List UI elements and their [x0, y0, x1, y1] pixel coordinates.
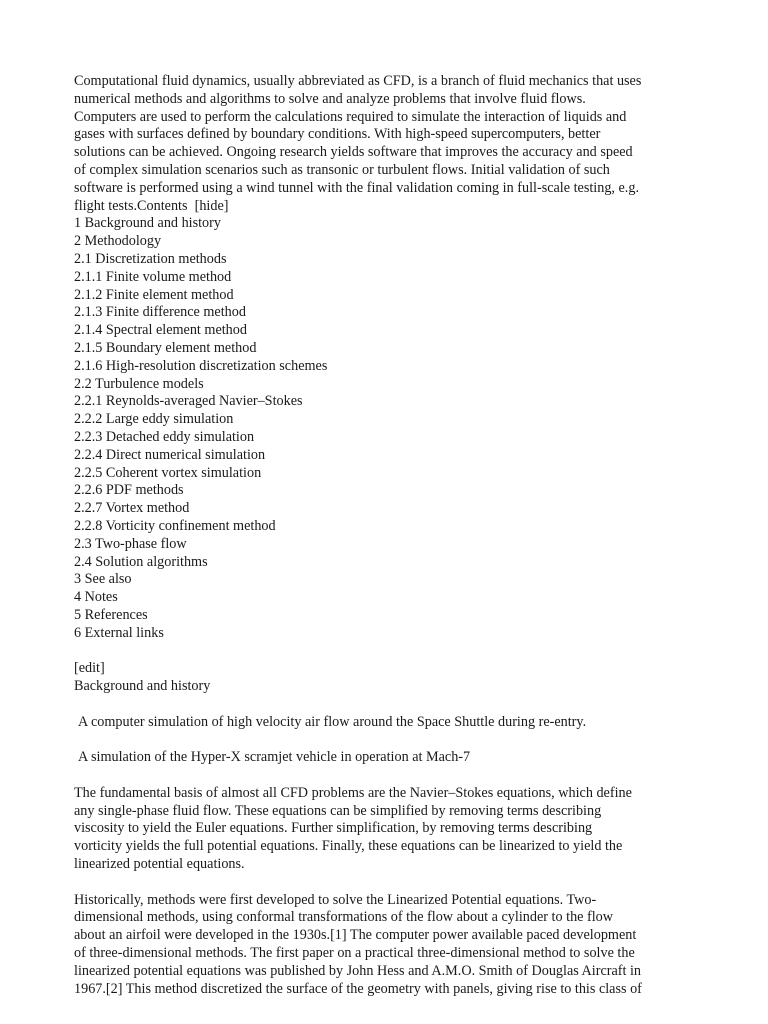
intro-line: software is performed using a wind tunnel with the final validation coming in full-scale testing, e.g. [74, 179, 639, 196]
edit-link[interactable]: [edit] [74, 660, 105, 677]
toc-item[interactable]: 2.4 Solution algorithms [74, 553, 208, 570]
paragraph-line: 1967.[2] This method discretized the surface of the geometry with panels, giving rise to this class of [74, 980, 642, 997]
intro-paragraph [74, 73, 704, 215]
toc-item[interactable]: 3 See also [74, 571, 132, 588]
paragraph-line: of three-dimensional methods. The first paper on a practical three-dimensional method to solve the [74, 945, 635, 962]
contents-prefix: flight tests.Contents [74, 197, 188, 214]
toc-item[interactable]: 2.1.4 Spectral element method [74, 322, 247, 339]
intro-line: gases with surfaces defined by boundary conditions. With high-speed supercomputers, better [74, 126, 601, 143]
toc-item[interactable]: 2.1.2 Finite element method [74, 286, 234, 303]
image-caption: A simulation of the Hyper-X scramjet vehicle in operation at Mach-7 [78, 749, 471, 766]
spacer [74, 696, 704, 714]
toc-item[interactable]: 2.2.5 Coherent vortex simulation [74, 464, 262, 481]
toc-item[interactable]: 2.2.2 Large eddy simulation [74, 411, 234, 428]
paragraph-line: dimensional methods, using conformal transformations of the flow about a cylinder to the flow [74, 909, 614, 926]
paragraph-line: The fundamental basis of almost all CFD problems are the Navier–Stokes equations, which define [74, 784, 632, 801]
toc-item[interactable]: 2.2 Turbulence models [74, 375, 204, 392]
paragraph-line: Historically, methods were first developed to solve the Linearized Potential equations. Two- [74, 891, 597, 908]
intro-line: Computational fluid dynamics, usually abbreviated as CFD, is a branch of fluid mechanics that uses [74, 73, 642, 89]
toc-item[interactable]: 2.2.1 Reynolds-averaged Navier–Stokes [74, 393, 303, 410]
spacer [74, 731, 704, 749]
spacer [74, 767, 704, 785]
toc-item[interactable]: 2.2.8 Vorticity confinement method [74, 517, 276, 534]
document-page [74, 73, 704, 998]
paragraph-line: vorticity yields the full potential equations. Finally, these equations can be linearized to yield the [74, 838, 623, 855]
toc-item[interactable]: 2.1.6 High-resolution discretization schemes [74, 357, 328, 374]
toc-item[interactable]: 2.3 Two-phase flow [74, 535, 187, 552]
paragraph-line: about an airfoil were developed in the 1930s.[1] The computer power available paced development [74, 927, 637, 944]
intro-line: solutions can be achieved. Ongoing research yields software that improves the accuracy and speed [74, 144, 633, 161]
intro-line: Computers are used to perform the calculations required to simulate the interaction of liquids and [74, 108, 627, 125]
toc-item[interactable]: 2.1 Discretization methods [74, 250, 227, 267]
image-caption: A computer simulation of high velocity air flow around the Space Shuttle during re-entry. [78, 713, 587, 730]
toc-item[interactable]: 2.2.3 Detached eddy simulation [74, 428, 255, 445]
toc-item[interactable]: 6 External links [74, 624, 164, 641]
toc-item[interactable]: 2.1.5 Boundary element method [74, 339, 257, 356]
paragraph-line: linearized potential equations. [74, 856, 245, 873]
table-of-contents [74, 215, 704, 642]
toc-item[interactable]: 2.2.4 Direct numerical simulation [74, 446, 266, 463]
toc-hide-toggle[interactable]: [hide] [194, 197, 229, 214]
spacer [74, 643, 704, 661]
body-paragraph-navier-stokes [74, 785, 704, 874]
paragraph-line: viscosity to yield the Euler equations. Further simplification, by removing terms describing [74, 820, 593, 837]
intro-line: of complex simulation scenarios such as transonic or turbulent flows. Initial validation of such [74, 161, 610, 178]
toc-item[interactable]: 2.1.3 Finite difference method [74, 304, 246, 321]
toc-item[interactable]: 2.1.1 Finite volume method [74, 268, 232, 285]
toc-item[interactable]: 2.2.6 PDF methods [74, 482, 184, 499]
toc-item[interactable]: 4 Notes [74, 589, 118, 606]
section-heading: Background and history [74, 678, 211, 695]
toc-item[interactable]: 5 References [74, 606, 148, 623]
intro-line: numerical methods and algorithms to solve and analyze problems that involve fluid flows. [74, 90, 586, 107]
body-paragraph-history [74, 892, 704, 999]
toc-item[interactable]: 1 Background and history [74, 215, 221, 232]
toc-item[interactable]: 2 Methodology [74, 233, 162, 250]
toc-item[interactable]: 2.2.7 Vortex method [74, 500, 190, 517]
spacer [74, 874, 704, 892]
paragraph-line: any single-phase fluid flow. These equations can be simplified by removing terms describing [74, 802, 602, 819]
contents-line [74, 198, 704, 216]
paragraph-line: linearized potential equations was published by John Hess and A.M.O. Smith of Douglas Aircraft in [74, 962, 642, 979]
